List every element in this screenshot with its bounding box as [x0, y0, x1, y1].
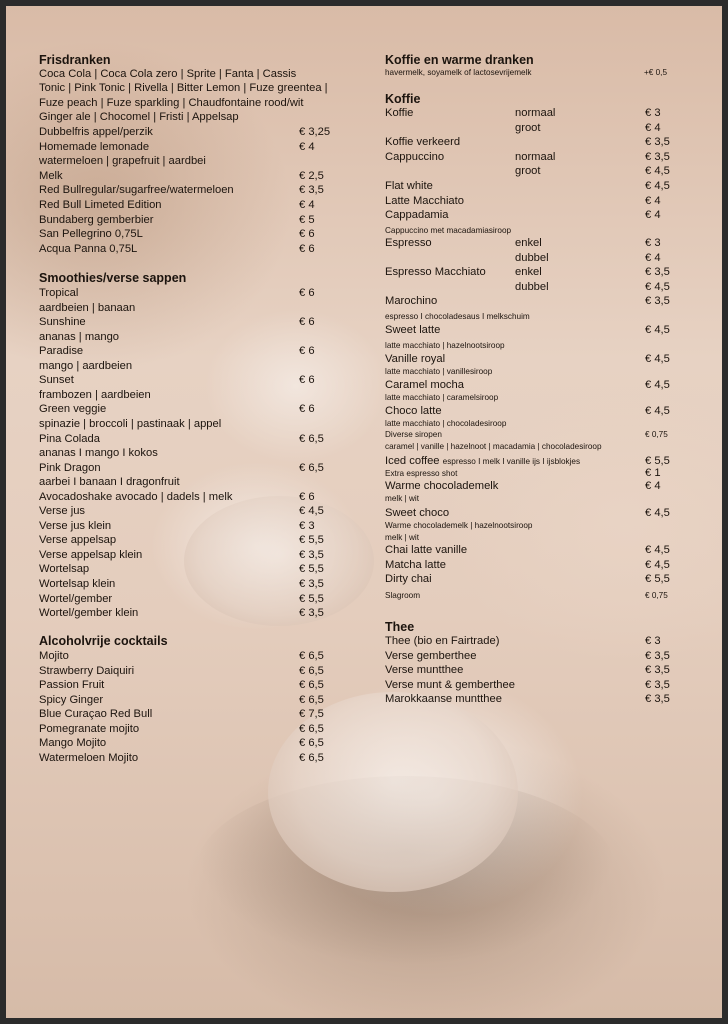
- menu-item: [39, 505, 339, 519]
- item-name: Sunset: [39, 374, 74, 387]
- item-name: Bundaberg gemberbier: [39, 213, 154, 226]
- item-price: € 4,5: [299, 505, 324, 518]
- item-price: € 3,5: [645, 150, 670, 163]
- item-name: Extra espresso shot: [385, 469, 458, 478]
- item-name: Espresso Macchiato: [385, 266, 486, 278]
- item-price: € 6,5: [299, 650, 324, 662]
- item-name: Koffie: [385, 107, 414, 119]
- item-price: € 3,5: [645, 664, 670, 676]
- section-title-smoothies: Smoothies/verse sappen: [39, 271, 187, 285]
- item-name: Matcha latte: [385, 559, 446, 571]
- item-price: € 4,5: [645, 379, 670, 391]
- item-name: aardbeien | banaan: [39, 301, 136, 314]
- item-name: Flat white: [385, 180, 433, 192]
- item-desc: latte macchiato | hazelnootsiroop: [385, 341, 505, 350]
- menu-item: [39, 403, 339, 417]
- item-price: € 4: [645, 251, 661, 264]
- item-name: ananas | mango: [39, 330, 120, 343]
- item-price: € 3: [645, 107, 661, 119]
- menu-item: [39, 243, 339, 257]
- item-size: enkel: [515, 266, 542, 278]
- item-name: Wortelsap klein: [39, 578, 116, 590]
- item-price: € 6: [299, 345, 315, 358]
- item-size: enkel: [515, 237, 542, 249]
- item-name: Avocadoshake avocado | dadels | melk: [39, 490, 233, 503]
- item-name: Vanille royal: [385, 353, 446, 365]
- frisdranken-desc-line: Tonic | Pink Tonic | Rivella | Bitter Lemon | Fuze greentea |: [39, 82, 328, 94]
- item-price: € 5: [299, 213, 315, 226]
- item-size: normaal: [515, 107, 556, 119]
- menu-item: [39, 476, 339, 490]
- item-price: € 6: [299, 316, 315, 329]
- menu-item: [385, 507, 675, 521]
- item-name: Wortel/gember klein: [39, 607, 139, 620]
- item-name: Diverse siropen: [385, 430, 442, 439]
- menu-item: [385, 107, 685, 121]
- item-name: Cappadamia: [385, 209, 449, 222]
- milk-options-note: havermelk, soyamelk of lactosevrijemelk: [385, 68, 532, 77]
- item-price: € 3,5: [645, 678, 670, 691]
- menu-item: [385, 237, 685, 251]
- menu-item: [39, 665, 339, 679]
- cappadamia-desc: Cappuccino met macadamiasiroop: [385, 226, 512, 235]
- menu-item: [385, 151, 685, 165]
- item-price: € 6: [299, 228, 315, 241]
- item-name: Sunshine: [39, 316, 86, 329]
- item-name: Red Bull Limeted Edition: [39, 199, 162, 211]
- menu-item: [39, 578, 339, 592]
- item-price: € 4,5: [645, 507, 670, 519]
- menu-item: [39, 491, 339, 505]
- menu-item: [39, 345, 339, 359]
- menu-item: [385, 591, 675, 605]
- menu-item: [39, 650, 339, 664]
- menu-item: [39, 287, 339, 301]
- item-price: € 4,5: [645, 165, 670, 178]
- menu-item: [39, 331, 339, 345]
- item-name: Dirty chai: [385, 573, 432, 585]
- item-name: Spicy Ginger: [39, 693, 104, 706]
- item-name: Chai latte vanille: [385, 544, 468, 556]
- menu-item: [39, 360, 339, 374]
- section-title-frisdranken: Frisdranken: [39, 53, 111, 67]
- item-name: Sweet latte: [385, 324, 441, 336]
- item-name: Slagroom: [385, 591, 421, 600]
- menu-item: [39, 302, 339, 316]
- menu-item: [39, 374, 339, 388]
- menu-item: [39, 214, 339, 228]
- item-price: € 3: [645, 237, 661, 249]
- item-price: € 6,5: [299, 664, 324, 677]
- item-price: € 5,5: [645, 455, 670, 467]
- menu-item: [385, 266, 685, 280]
- item-price: € 6,5: [299, 737, 324, 749]
- item-price: € 6,5: [299, 679, 324, 691]
- item-price: € 3,5: [299, 184, 324, 197]
- menu-item: [39, 418, 339, 432]
- item-price: € 5,5: [645, 573, 670, 585]
- section-title-koffie: Koffie: [385, 92, 421, 106]
- item-price: € 3,5: [299, 607, 324, 620]
- item-name: Marokkaanse muntthee: [385, 693, 502, 705]
- item-price: € 3,5: [645, 649, 670, 662]
- menu-item: [385, 136, 685, 150]
- menu-item: [385, 195, 685, 209]
- item-price: € 3,5: [645, 295, 670, 307]
- item-desc: caramel | vanille | hazelnoot | macadamia | chocoladesiroop: [385, 442, 602, 451]
- menu-item: [39, 737, 339, 751]
- menu-item: [39, 462, 339, 476]
- item-name: Wortelsap: [39, 563, 90, 576]
- menu-item: [385, 679, 685, 693]
- item-price: € 3,5: [645, 266, 670, 278]
- item-name: Verse appelsap: [39, 534, 117, 547]
- menu-item: [385, 180, 685, 194]
- menu-item: [39, 607, 339, 621]
- item-name: Koffie verkeerd: [385, 136, 461, 149]
- item-name: Melk: [39, 169, 63, 182]
- item-name: Caramel mocha: [385, 379, 464, 391]
- item-size: normaal: [515, 150, 556, 163]
- item-price: € 0,75: [645, 430, 668, 439]
- item-price: € 0,75: [645, 591, 668, 600]
- item-price: € 6: [299, 403, 315, 416]
- menu-item: [385, 664, 685, 678]
- item-price: € 4,5: [645, 544, 670, 556]
- item-name: Verse jus: [39, 505, 86, 518]
- item-name: Verse munt & gemberthee: [385, 678, 515, 691]
- menu-item: [39, 708, 339, 722]
- menu-item: [385, 559, 675, 573]
- item-price: € 6,5: [299, 461, 324, 474]
- menu-item: [39, 563, 339, 577]
- menu-item: [39, 126, 339, 140]
- menu-item: [385, 324, 675, 338]
- item-price: € 4: [645, 194, 661, 207]
- item-name: Blue Curaçao Red Bull: [39, 708, 153, 720]
- item-name: Mojito: [39, 650, 69, 662]
- item-price: € 4,5: [645, 559, 670, 571]
- item-price: € 4: [645, 209, 661, 222]
- item-price: € 3,5: [299, 548, 324, 561]
- item-price: € 6,5: [299, 432, 324, 445]
- menu-item: [39, 228, 339, 242]
- item-name: spinazie | broccoli | pastinaak | appel: [39, 417, 222, 430]
- iced-coffee-name: Iced coffee: [385, 455, 440, 467]
- menu-item: [385, 693, 685, 707]
- item-price: € 3,5: [299, 578, 324, 590]
- section-title-cocktails: Alcoholvrije cocktails: [39, 634, 168, 648]
- menu-item: [39, 679, 339, 693]
- menu-item: [39, 141, 339, 155]
- item-price: € 4: [645, 121, 661, 134]
- item-desc: latte macchiato | chocoladesiroop: [385, 419, 507, 428]
- item-name: Pink Dragon: [39, 461, 101, 474]
- item-name: frambozen | aardbeien: [39, 388, 151, 401]
- menu-item: [385, 480, 675, 494]
- item-price: € 5,5: [299, 563, 324, 576]
- menu-item: [39, 184, 339, 198]
- marochino-desc: espresso I chocoladesaus I melkschuim: [385, 312, 530, 321]
- item-price: € 4,5: [645, 353, 670, 365]
- iced-coffee-detail: espresso I melk I vanille ijs I ijsblokjes: [442, 457, 581, 466]
- item-name: watermeloen | grapefruit | aardbei: [39, 155, 206, 168]
- item-desc: melk | wit: [385, 494, 419, 503]
- item-name: aarbei I banaan I dragonfruit: [39, 476, 180, 489]
- item-price: € 3: [299, 519, 315, 532]
- item-name: Sweet choco: [385, 507, 450, 519]
- menu-item: [39, 534, 339, 548]
- menu-item: [385, 635, 685, 649]
- menu-item: [39, 433, 339, 447]
- item-desc: latte macchiato | caramelsiroop: [385, 393, 499, 402]
- item-price: € 3,5: [645, 693, 670, 705]
- menu-item: [39, 694, 339, 708]
- item-price: € 4: [299, 199, 315, 211]
- item-size: dubbel: [515, 251, 549, 264]
- menu-item: [39, 520, 339, 534]
- item-price: € 3: [645, 635, 661, 647]
- menu-item: [39, 447, 339, 461]
- item-price: € 1: [645, 467, 661, 479]
- item-name: Dubbelfris appel/perzik: [39, 126, 153, 138]
- item-price: € 4,5: [645, 324, 670, 336]
- menu-item: [385, 650, 685, 664]
- item-size: groot: [515, 121, 541, 134]
- item-price: € 4,5: [645, 280, 670, 293]
- section-title-thee: Thee: [385, 620, 415, 634]
- item-name: Cappuccino: [385, 150, 445, 163]
- frisdranken-desc-line: Ginger ale | Chocomel | Fristi | Appelsap: [39, 111, 239, 123]
- item-name: Homemade lemonade: [39, 140, 150, 153]
- item-name: Watermeloen Mojito: [39, 751, 139, 764]
- item-name: Marochino: [385, 295, 438, 307]
- item-price: € 7,5: [299, 708, 324, 720]
- item-name: Verse gemberthee: [385, 649, 477, 662]
- item-price: € 3,5: [645, 136, 670, 149]
- menu-item: [385, 252, 685, 266]
- menu-item: [385, 353, 675, 367]
- menu-item: [39, 199, 339, 213]
- item-desc: latte macchiato | vanillesiroop: [385, 367, 493, 376]
- milk-options-price: +€ 0,5: [644, 68, 667, 77]
- menu-item: [39, 752, 339, 766]
- item-price: € 2,5: [299, 169, 324, 182]
- item-price: € 6,5: [299, 693, 324, 706]
- item-price: € 4: [645, 480, 661, 492]
- frisdranken-desc-line: Coca Cola | Coca Cola zero | Sprite | Fanta | Cassis: [39, 68, 297, 80]
- item-desc: melk | wit: [385, 533, 419, 542]
- item-name: Verse jus klein: [39, 519, 112, 532]
- menu-item: [39, 389, 339, 403]
- item-price: € 4: [299, 140, 315, 153]
- item-name: San Pellegrino 0,75L: [39, 228, 143, 241]
- frisdranken-desc-line: Fuze peach | Fuze sparkling | Chaudfontaine rood/wit: [39, 97, 304, 109]
- menu-item: [385, 209, 685, 223]
- item-price: € 5,5: [299, 592, 324, 605]
- item-name: Passion Fruit: [39, 679, 105, 691]
- menu-item: [385, 379, 675, 393]
- item-price: € 6: [299, 287, 315, 299]
- item-name: Verse appelsap klein: [39, 548, 143, 561]
- item-name: Latte Macchiato: [385, 194, 464, 207]
- item-price: € 4,5: [645, 180, 670, 192]
- item-size: dubbel: [515, 280, 549, 293]
- menu-item: [385, 122, 685, 136]
- item-name: Choco latte: [385, 405, 442, 417]
- item-name: Pina Colada: [39, 432, 100, 445]
- item-name: Thee (bio en Fairtrade): [385, 635, 500, 647]
- menu-item: [39, 549, 339, 563]
- item-name: Wortel/gember: [39, 592, 113, 605]
- item-name: Strawberry Daiquiri: [39, 664, 135, 677]
- item-name: Espresso: [385, 237, 432, 249]
- menu-item: [385, 165, 685, 179]
- item-name: Acqua Panna 0,75L: [39, 242, 138, 255]
- item-price: € 5,5: [299, 534, 324, 547]
- item-name: mango | aardbeien: [39, 359, 133, 372]
- menu-item: [39, 155, 339, 169]
- item-name: Tropical: [39, 287, 79, 299]
- menu-item: [385, 295, 685, 309]
- item-size: groot: [515, 165, 541, 178]
- item-name: ananas I mango I kokos: [39, 447, 158, 460]
- menu-item: [39, 723, 339, 737]
- item-name: [385, 455, 580, 467]
- menu-item: [39, 170, 339, 184]
- menu-item: [385, 405, 675, 419]
- item-name: Warme chocolademelk: [385, 480, 499, 492]
- item-name: Green veggie: [39, 403, 107, 416]
- item-price: € 6,5: [299, 751, 324, 764]
- item-price: € 4,5: [645, 405, 670, 417]
- item-price: € 6: [299, 374, 315, 387]
- item-name: Pomegranate mojito: [39, 722, 140, 735]
- item-name: Verse muntthee: [385, 664, 464, 676]
- menu-item: [385, 455, 675, 469]
- item-name: Red Bullregular/sugarfree/watermeloen: [39, 184, 234, 197]
- item-price: € 3,25: [299, 126, 331, 138]
- item-price: € 6: [299, 242, 315, 255]
- item-name: Mango Mojito: [39, 737, 107, 749]
- item-name: Paradise: [39, 345, 84, 358]
- menu-item: [39, 593, 339, 607]
- item-price: € 6,5: [299, 722, 324, 735]
- item-price: € 6: [299, 490, 315, 503]
- menu-item: [39, 316, 339, 330]
- menu-item: [385, 281, 685, 295]
- menu-item: [385, 573, 675, 587]
- menu-item: [385, 544, 675, 558]
- section-title-koffie-warme-dranken: Koffie en warme dranken: [385, 53, 534, 67]
- menu-page: [6, 6, 722, 1018]
- item-desc: Warme chocolademelk | hazelnootsiroop: [385, 521, 533, 530]
